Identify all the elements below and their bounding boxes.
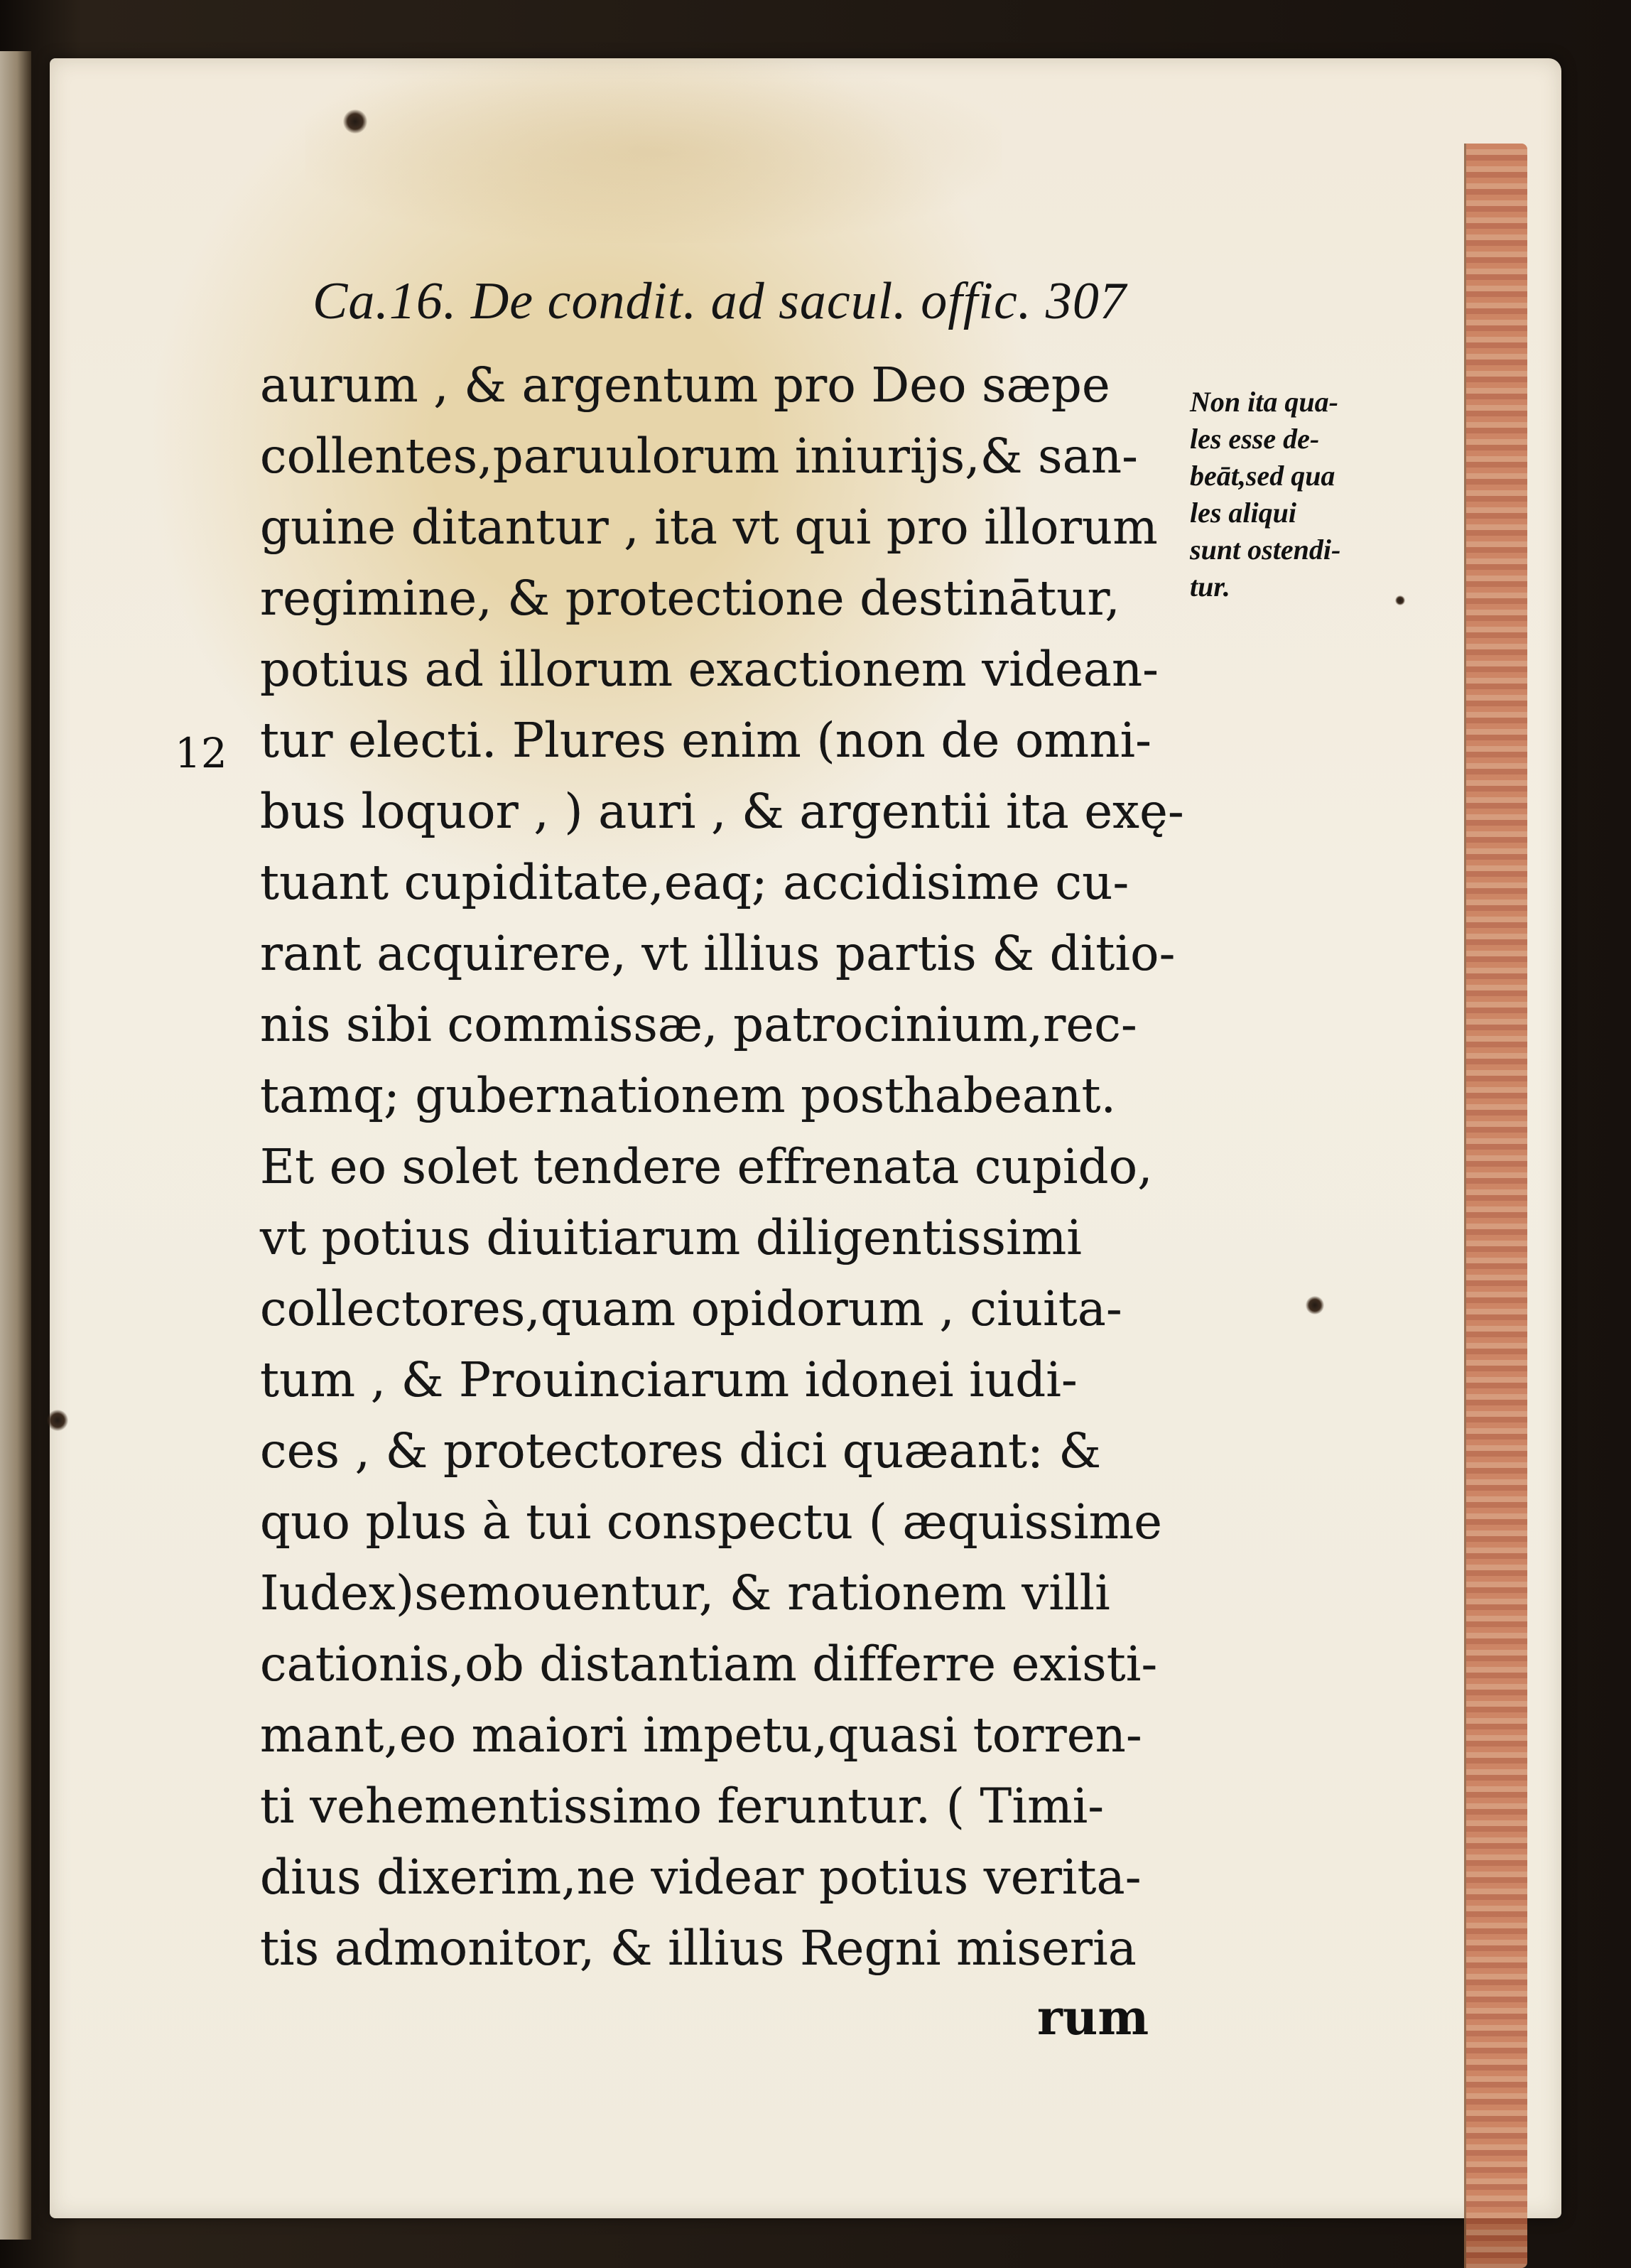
margin-note: [1190, 384, 1403, 605]
body-line: regimine, & protectione destinātur,: [260, 571, 1120, 626]
left-page-edge: [0, 51, 31, 2240]
body-line: tamq; gubernationem posthabeant.: [260, 1068, 1117, 1123]
fore-edge: [1464, 144, 1527, 2268]
main-text-block: [260, 350, 1183, 1984]
body-line: Et eo solet tendere effrenata cupido,: [260, 1139, 1153, 1194]
book-page: [50, 58, 1561, 2218]
body-line: ti vehementissimo feruntur. ( Timi-: [260, 1778, 1105, 1834]
body-line: bus loquor , ) auri , & argentii ita exę-: [260, 784, 1184, 839]
ink-spot: [47, 1410, 68, 1431]
body-line: tum , & Prouinciarum idonei iudi-: [260, 1352, 1078, 1408]
running-header: Ca.16. De condit. ad sacul. offic. 307: [313, 272, 1127, 330]
body-line: mant,eo maiori impetu,quasi torren-: [260, 1707, 1142, 1763]
body-line: cationis,ob distantiam differre existi-: [260, 1636, 1158, 1692]
show-through-text: [1215, 719, 1407, 2069]
body-line: nis sibi commissæ, patrocinium,rec-: [260, 997, 1137, 1052]
body-line: dius dixerim,ne videar potius verita-: [260, 1850, 1142, 1905]
margin-note-line: Non ita qua-: [1190, 386, 1338, 418]
body-line: tur electi. Plures enim (non de omni-: [260, 713, 1152, 768]
body-line: aurum , & argentum pro Deo sæpe: [260, 357, 1110, 413]
body-line: rant acquirere, vt illius partis & ditio-: [260, 926, 1176, 981]
catchword: rum: [1037, 1989, 1149, 2046]
line-number: 12: [175, 729, 227, 777]
body-line: guine ditantur , ita vt qui pro illorum: [260, 500, 1159, 555]
body-line: potius ad illorum exactionem videan-: [260, 642, 1159, 697]
body-line: tis admonitor, & illius Regni miseria: [260, 1921, 1137, 1976]
body-line: vt potius diuitiarum diligentissimi: [260, 1210, 1083, 1265]
margin-note-line: beāt,sed qua: [1190, 460, 1335, 492]
margin-note-line: tur.: [1190, 571, 1230, 603]
body-line: collentes,paruulorum iniurijs,& san-: [260, 428, 1139, 484]
ink-spot: [1306, 1296, 1324, 1314]
margin-note-line: les esse de-: [1190, 423, 1320, 455]
body-line: collectores,quam opidorum , ciuita-: [260, 1281, 1122, 1336]
body-line: ces , & protectores dici quæant: &: [260, 1423, 1102, 1479]
ink-spot: [343, 109, 367, 134]
body-line: Iudex)semouentur, & rationem villi: [260, 1565, 1110, 1621]
body-line: quo plus à tui conspectu ( æquissime: [260, 1494, 1163, 1550]
body-line: tuant cupiditate,eaq; accidisime cu-: [260, 855, 1129, 910]
margin-note-line: sunt ostendi-: [1190, 534, 1341, 566]
margin-note-line: les aliqui: [1190, 497, 1297, 529]
